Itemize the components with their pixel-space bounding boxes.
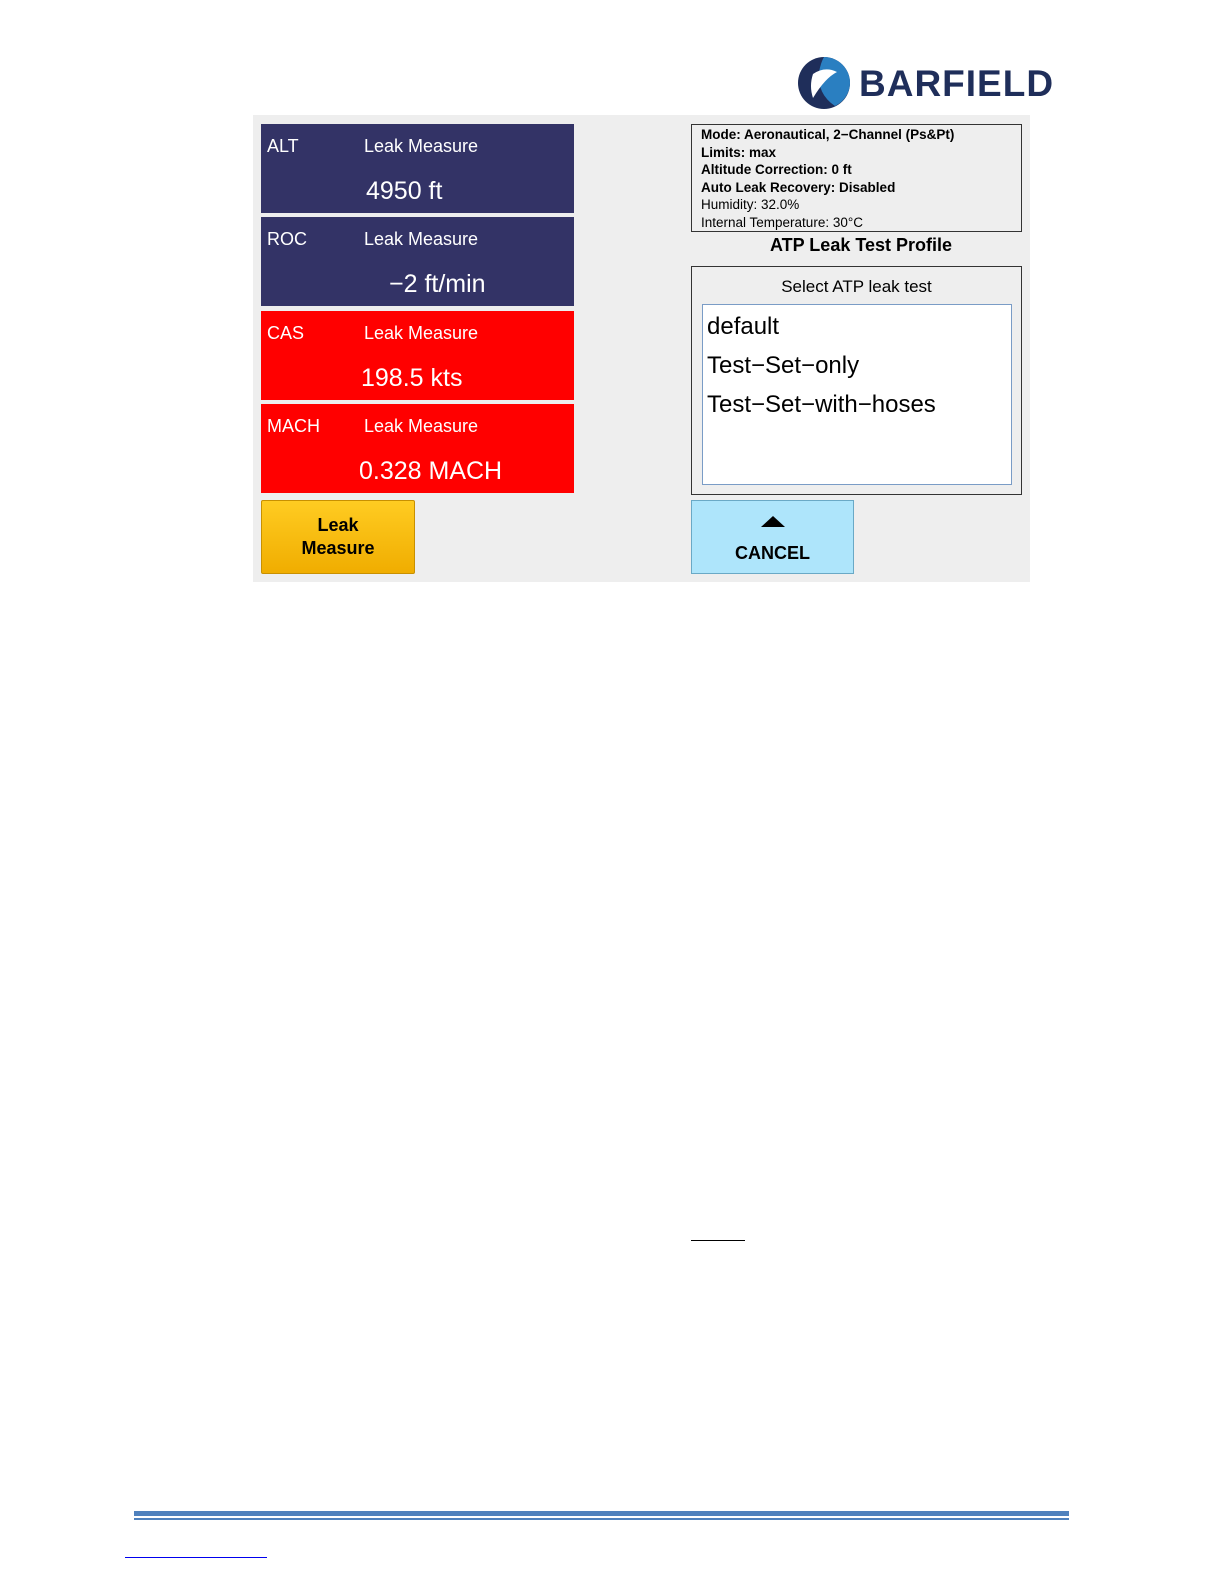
list-item[interactable]: default — [707, 313, 780, 340]
leak-measure-label-line1: Leak — [317, 515, 359, 535]
tile-name: ROC — [267, 229, 307, 249]
barfield-logo — [795, 54, 1070, 112]
list-item[interactable]: Test−Set−with−hoses — [707, 391, 936, 418]
leak-measure-button[interactable] — [261, 500, 415, 574]
logo-wordmark: BARFIELD — [859, 63, 1055, 104]
footer-link-underline[interactable] — [125, 1557, 267, 1558]
select-label: Select ATP leak test — [781, 277, 932, 296]
tile-mode: Leak Measure — [364, 136, 479, 156]
info-humidity: Humidity: 32.0% — [701, 197, 800, 213]
info-mode: Mode: Aeronautical, 2−Channel (Ps&Pt) — [701, 127, 955, 142]
alt-tile[interactable] — [261, 124, 574, 213]
roc-tile[interactable] — [261, 217, 574, 306]
info-limits: Limits: max — [701, 144, 777, 160]
tile-name: ALT — [267, 136, 299, 156]
leak-test-listbox[interactable] — [702, 304, 1012, 485]
info-auto-leak-recovery: Auto Leak Recovery: Disabled — [701, 179, 896, 195]
mach-tile[interactable] — [261, 404, 574, 493]
tile-value: −2 ft/min — [389, 270, 486, 298]
divider-line — [691, 1240, 745, 1241]
status-info-box — [691, 124, 1022, 232]
profile-title: ATP Leak Test Profile — [769, 235, 953, 255]
tile-name: MACH — [267, 416, 320, 436]
tile-value: 198.5 kts — [361, 364, 463, 392]
tile-mode: Leak Measure — [364, 323, 479, 343]
tile-mode: Leak Measure — [364, 229, 479, 249]
device-screen — [253, 115, 1030, 582]
leak-measure-label-line2: Measure — [301, 538, 375, 558]
cancel-button[interactable] — [691, 500, 854, 574]
tile-name: CAS — [267, 323, 305, 343]
list-item[interactable]: Test−Set−only — [707, 352, 860, 379]
info-internal-temperature: Internal Temperature: 30°C — [701, 214, 863, 230]
tile-value: 4950 ft — [366, 177, 443, 205]
cas-tile[interactable] — [261, 311, 574, 400]
up-arrow-icon — [761, 516, 785, 527]
footer-divider — [134, 1511, 1069, 1521]
leak-test-select-box — [691, 266, 1022, 495]
tile-mode: Leak Measure — [364, 416, 479, 436]
info-altitude-correction: Altitude Correction: 0 ft — [701, 162, 852, 178]
cancel-label: CANCEL — [735, 543, 810, 563]
tile-value: 0.328 MACH — [359, 457, 503, 485]
